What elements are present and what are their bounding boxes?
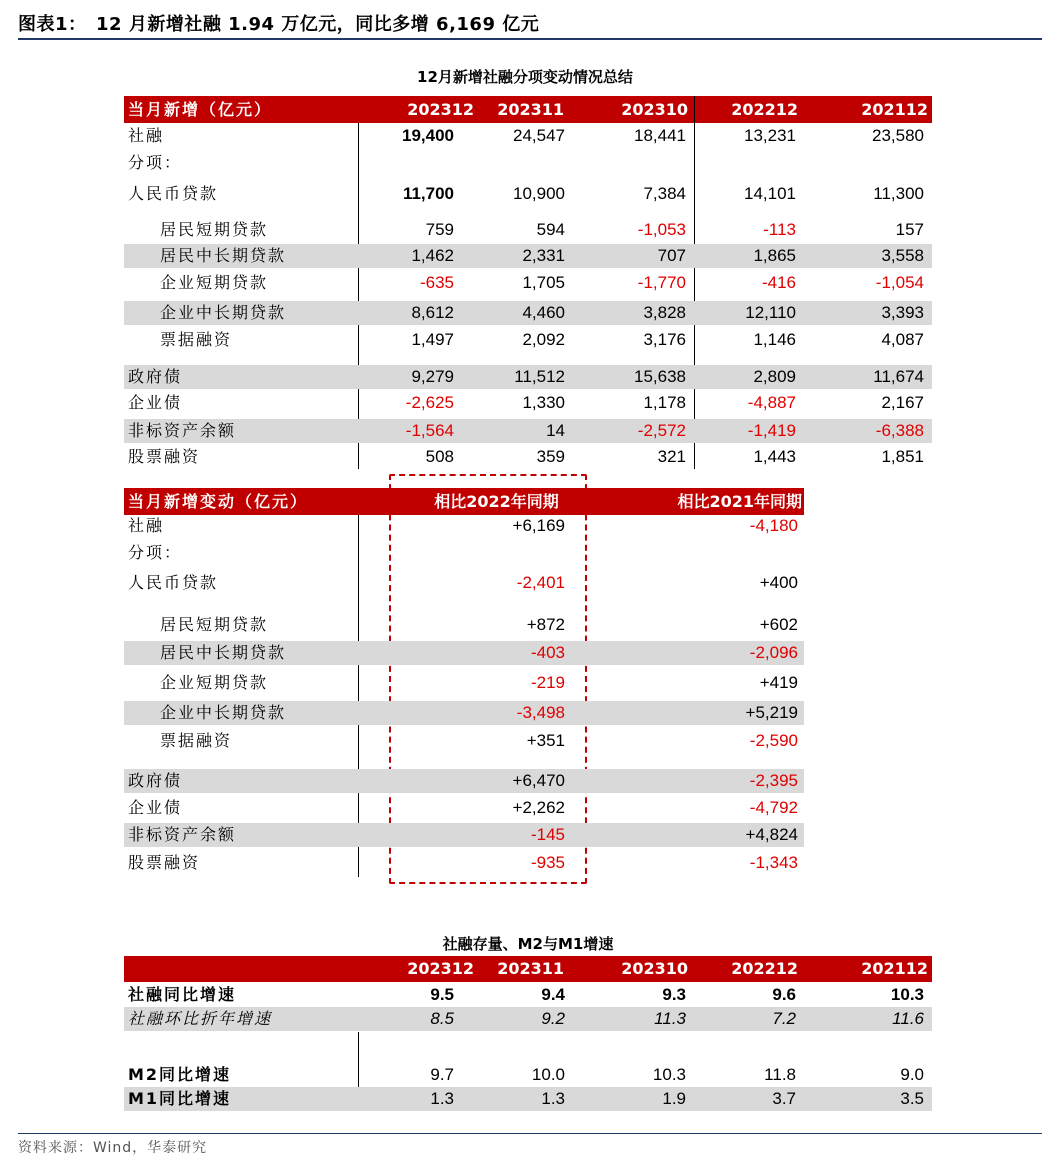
- table-row: [124, 1007, 932, 1031]
- table-row: [124, 983, 932, 1007]
- cell-value: 508: [425, 447, 454, 466]
- table-row: [124, 769, 804, 793]
- table-row: [124, 244, 932, 268]
- cell-value: 9,279: [411, 367, 454, 386]
- cell-value: -403: [530, 643, 565, 662]
- row-label: 居民中长期贷款: [160, 643, 287, 662]
- row-label: 分项：: [128, 153, 183, 172]
- source-note: 资料来源：Wind，华泰研究: [18, 1140, 208, 1156]
- cell-value: 15,638: [634, 367, 686, 386]
- cell-value: 321: [657, 447, 686, 466]
- cell-value: +6,169: [512, 516, 565, 535]
- row-label: 股票融资: [128, 447, 201, 466]
- table-row: [124, 218, 932, 242]
- table1-header-label: 当月新增（亿元）: [128, 100, 273, 119]
- cell-value: -2,401: [516, 573, 565, 592]
- cell-value: 11.3: [654, 1009, 686, 1028]
- cell-value: 359: [536, 447, 565, 466]
- cell-value: 9.6: [772, 985, 796, 1004]
- cell-value: -1,054: [875, 273, 924, 292]
- cell-value: +2,262: [512, 798, 565, 817]
- cell-value: 1,865: [753, 246, 796, 265]
- row-label: 社融环比折年增速: [128, 1009, 273, 1028]
- cell-value: 3.7: [772, 1089, 796, 1108]
- table3-col-header: 202311: [497, 959, 564, 978]
- cell-value: 11,512: [514, 367, 565, 386]
- cell-value: +419: [759, 673, 798, 692]
- table-row: [124, 701, 804, 725]
- cell-value: 23,580: [872, 126, 924, 145]
- cell-value: 7,384: [643, 184, 686, 203]
- row-label: 企业债: [128, 798, 183, 817]
- cell-value: -416: [761, 273, 796, 292]
- cell-value: -113: [763, 220, 796, 239]
- table-row: [124, 514, 804, 538]
- table1-col-header: 202212: [731, 100, 798, 119]
- cell-value: 2,331: [522, 246, 565, 265]
- cell-value: -145: [530, 825, 565, 844]
- table-row: [124, 823, 804, 847]
- cell-value: -2,590: [749, 731, 798, 750]
- cell-value: -1,419: [747, 421, 796, 440]
- cell-value: 10.3: [890, 985, 924, 1004]
- table1-header-row: [124, 96, 932, 123]
- table-row: [124, 851, 804, 875]
- table-row: [124, 419, 932, 443]
- row-label: 非标资产余额: [128, 421, 237, 440]
- cell-value: 14,101: [744, 184, 796, 203]
- cell-value: 1.3: [430, 1089, 454, 1108]
- table-row: [124, 391, 932, 415]
- table2-col-header: 相比2022年同期: [434, 492, 559, 511]
- cell-value: 24,547: [513, 126, 565, 145]
- cell-value: 4,460: [522, 303, 565, 322]
- row-label: 企业债: [128, 393, 183, 412]
- cell-value: -4,792: [749, 798, 798, 817]
- table-row: [124, 301, 932, 325]
- row-label: 政府债: [128, 367, 183, 386]
- cell-value: 9.5: [430, 985, 454, 1004]
- table2-col-header: 相比2021年同期: [677, 492, 802, 511]
- cell-value: -219: [530, 673, 565, 692]
- cell-value: +6,470: [512, 771, 565, 790]
- cell-value: 8.5: [430, 1009, 454, 1028]
- cell-value: -1,053: [637, 220, 686, 239]
- cell-value: 19,400: [402, 126, 454, 145]
- cell-value: 594: [536, 220, 565, 239]
- row-label: 居民中长期贷款: [160, 246, 287, 265]
- cell-value: 3,558: [881, 246, 924, 265]
- table-row: [124, 365, 932, 389]
- cell-value: 10.3: [652, 1065, 686, 1084]
- table-row: [124, 151, 932, 175]
- cell-value: 9.7: [430, 1065, 454, 1084]
- footer-rule: [18, 1133, 1042, 1134]
- row-label: 企业中长期贷款: [160, 303, 287, 322]
- table3-title: 社融存量、M2与M1增速: [442, 935, 614, 953]
- cell-value: -1,564: [405, 421, 454, 440]
- cell-value: 14: [546, 421, 565, 440]
- cell-value: 9.0: [900, 1065, 924, 1084]
- row-label: 社融同比增速: [128, 985, 237, 1004]
- cell-value: -2,625: [405, 393, 454, 412]
- row-label: 人民币贷款: [128, 184, 219, 203]
- row-label: 企业短期贷款: [160, 673, 269, 692]
- cell-value: 2,809: [753, 367, 796, 386]
- cell-value: 9.3: [662, 985, 686, 1004]
- table3-header-row: [124, 956, 932, 982]
- row-label: 股票融资: [128, 853, 201, 872]
- table1-col-header: 202312: [407, 100, 474, 119]
- table1-title: 12月新增社融分项变动情况总结: [417, 68, 633, 86]
- table-row: [124, 124, 932, 148]
- cell-value: 11.6: [892, 1009, 924, 1028]
- table-row: [124, 271, 932, 295]
- cell-value: 10.0: [531, 1065, 565, 1084]
- table3-col-header: 202212: [731, 959, 798, 978]
- row-label: M2同比增速: [128, 1065, 232, 1084]
- cell-value: +351: [526, 731, 565, 750]
- cell-value: +4,824: [745, 825, 798, 844]
- cell-value: 4,087: [881, 330, 924, 349]
- cell-value: 10,900: [513, 184, 565, 203]
- cell-value: 1,851: [881, 447, 924, 466]
- table1-col-header: 202112: [861, 100, 928, 119]
- cell-value: 11,300: [873, 184, 924, 203]
- table3-col-header: 202312: [407, 959, 474, 978]
- cell-value: 9.4: [541, 985, 565, 1004]
- table-row: [124, 182, 932, 206]
- cell-value: 2,092: [522, 330, 565, 349]
- row-label: 社融: [128, 516, 165, 535]
- cell-value: -2,096: [749, 643, 798, 662]
- table3-col-header: 202310: [621, 959, 688, 978]
- table-row: [124, 671, 804, 695]
- cell-value: -2,572: [637, 421, 686, 440]
- cell-value: 157: [895, 220, 924, 239]
- table1-col-header: 202311: [497, 100, 564, 119]
- cell-value: 3,393: [881, 303, 924, 322]
- cell-value: 11,674: [873, 367, 924, 386]
- cell-value: 3.5: [900, 1089, 924, 1108]
- cell-value: -6,388: [875, 421, 924, 440]
- table-row: [124, 1063, 932, 1087]
- cell-value: 7.2: [772, 1009, 796, 1028]
- row-label: M1同比增速: [128, 1089, 232, 1108]
- cell-value: 1,497: [411, 330, 454, 349]
- cell-value: 2,167: [881, 393, 924, 412]
- cell-value: 1,443: [753, 447, 796, 466]
- cell-value: 18,441: [634, 126, 686, 145]
- table-row: [124, 1087, 932, 1111]
- table3-col-header: 202112: [861, 959, 928, 978]
- cell-value: 707: [657, 246, 686, 265]
- cell-value: -935: [530, 853, 565, 872]
- cell-value: +5,219: [745, 703, 798, 722]
- cell-value: +400: [759, 573, 798, 592]
- header-rule: [18, 38, 1042, 40]
- cell-value: -1,343: [749, 853, 798, 872]
- cell-value: -1,770: [637, 273, 686, 292]
- cell-value: 3,176: [643, 330, 686, 349]
- cell-value: 11.8: [764, 1065, 796, 1084]
- table-row: [124, 796, 804, 820]
- cell-value: 1,178: [643, 393, 686, 412]
- table-row: [124, 641, 804, 665]
- table-row: [124, 328, 932, 352]
- cell-value: 1,146: [753, 330, 796, 349]
- cell-value: +602: [759, 615, 798, 634]
- table-row: [124, 571, 804, 595]
- table-row: [124, 541, 804, 565]
- row-label: 非标资产余额: [128, 825, 237, 844]
- cell-value: 9.2: [541, 1009, 565, 1028]
- cell-value: 1.9: [662, 1089, 686, 1108]
- figure-title: 图表1： 12 月新增社融 1.94 万亿元，同比多增 6,169 亿元: [18, 14, 540, 35]
- cell-value: -2,395: [749, 771, 798, 790]
- cell-value: -3,498: [516, 703, 565, 722]
- row-label: 政府债: [128, 771, 183, 790]
- row-label: 居民短期贷款: [160, 220, 269, 239]
- cell-value: 1,462: [411, 246, 454, 265]
- cell-value: 11,700: [402, 184, 454, 203]
- cell-value: -635: [419, 273, 454, 292]
- table-row: [124, 445, 932, 469]
- cell-value: 8,612: [411, 303, 454, 322]
- row-label: 企业中长期贷款: [160, 703, 287, 722]
- table2-header-label: 当月新增变动（亿元）: [128, 492, 309, 511]
- cell-value: 1,705: [522, 273, 565, 292]
- cell-value: 3,828: [643, 303, 686, 322]
- cell-value: 13,231: [744, 126, 796, 145]
- cell-value: 759: [425, 220, 454, 239]
- cell-value: +872: [526, 615, 565, 634]
- row-label: 票据融资: [160, 731, 233, 750]
- row-label: 人民币贷款: [128, 573, 219, 592]
- row-label: 票据融资: [160, 330, 233, 349]
- table-row: [124, 729, 804, 753]
- row-label: 居民短期贷款: [160, 615, 269, 634]
- cell-value: -4,180: [749, 516, 798, 535]
- cell-value: 1,330: [522, 393, 565, 412]
- cell-value: 1.3: [541, 1089, 565, 1108]
- table1-col-header: 202310: [621, 100, 688, 119]
- row-label: 企业短期贷款: [160, 273, 269, 292]
- row-label: 分项：: [128, 543, 183, 562]
- cell-value: 12,110: [745, 303, 796, 322]
- row-label: 社融: [128, 126, 165, 145]
- cell-value: -4,887: [747, 393, 796, 412]
- table-row: [124, 613, 804, 637]
